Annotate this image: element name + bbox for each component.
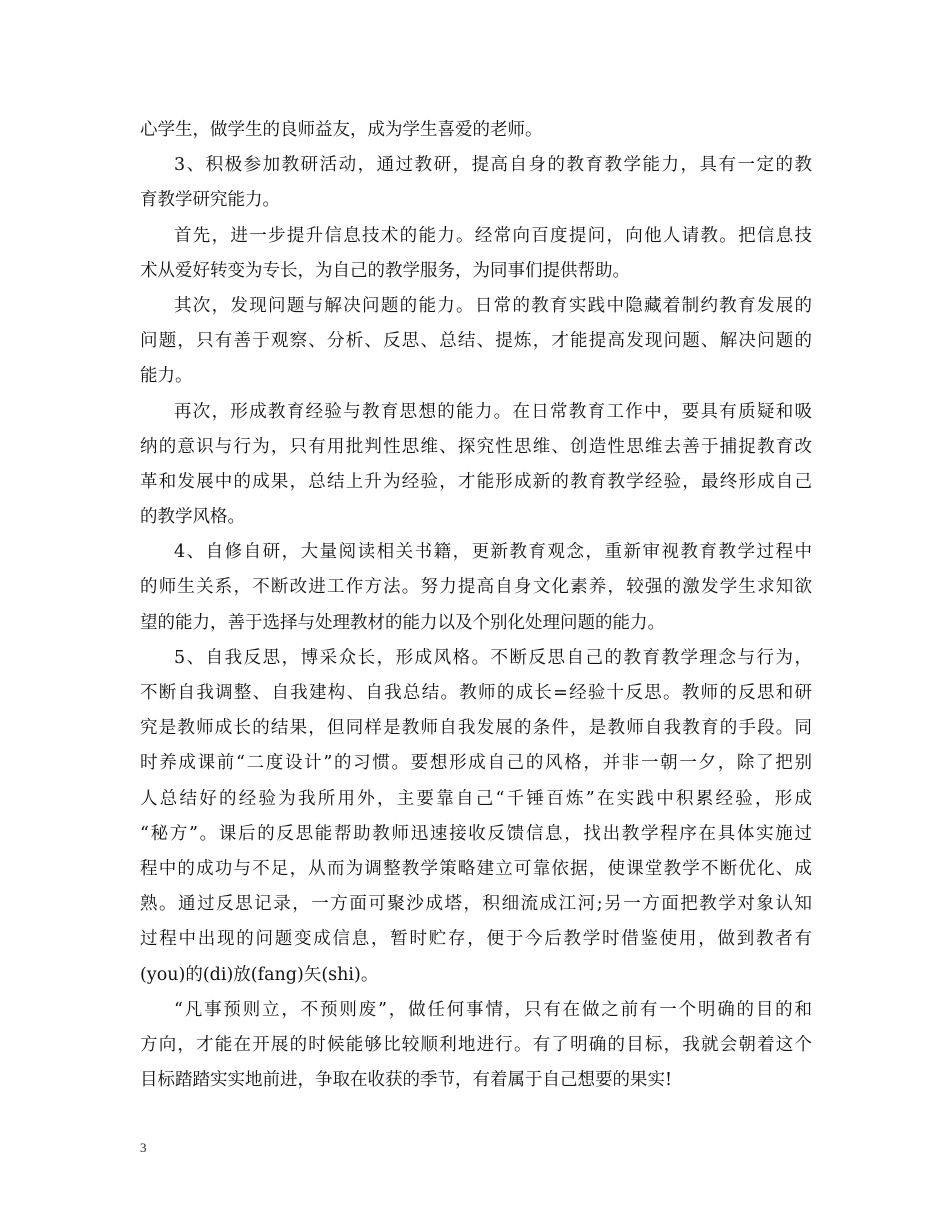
text-line: 其次，发现问题与解决问题的能力。日常的教育实践中隐藏着制约教育发展的 [174,295,812,316]
text-line: 革和发展中的成果，总结上升为经验，才能形成新的教育教学经验，最终形成自己 [140,471,812,492]
text-line: 术从爱好转变为专长，为自己的教学服务，为同事们提供帮助。 [140,260,630,281]
text-line: 熟。通过反思记录，一方面可聚沙成塔，积细流成江河;另一方面把教学对象认知 [140,894,812,915]
text-line: 程中的成功与不足，从而为调整教学策略建立可靠依据，使课堂教学不断优化、成 [140,858,812,879]
text-line: 望的能力，善于选择与处理教材的能力以及个别化处理问题的能力。 [140,612,665,633]
text-line: 能力。 [140,366,193,387]
text-line: “凡事预则立，不预则废”，做任何事情，只有在做之前有一个明确的目的和 [174,999,812,1020]
text-line: “秘方”。课后的反思能帮助教师迅速接收反馈信息，找出教学程序在具体实施过 [140,823,812,844]
text-line: 的师生关系，不断改进工作方法。努力提高自身文化素养，较强的激发学生求知欲 [140,577,812,598]
page-number: 3 [140,1140,147,1155]
text-line: 育教学研究能力。 [140,190,280,211]
text-line: 3、积极参加教研活动，通过教研，提高自身的教育教学能力，具有一定的教 [174,155,812,176]
text-line: 5、自我反思，博采众长，形成风格。不断反思自己的教育教学理念与行为， [174,647,812,668]
document-body [140,113,812,1098]
text-line: 人总结好的经验为我所用外，主要靠自己“千锤百炼”在实践中积累经验，形成 [140,788,812,809]
text-line: 的教学风格。 [140,507,245,528]
text-line: (you)的(di)放(fang)矢(shi)。 [140,964,379,985]
text-line: 过程中出现的问题变成信息，暂时贮存，便于今后教学时借鉴使用，做到教者有 [140,929,812,950]
text-line: 方向，才能在开展的时候能够比较顺利地进行。有了明确的目标，我就会朝着这个 [140,1034,812,1055]
text-line: 目标踏踏实实地前进，争取在收获的季节，有着属于自己想要的果实! [140,1070,673,1091]
text-line: 不断自我调整、自我建构、自我总结。教师的成长=经验十反思。教师的反思和研 [140,683,812,703]
text-line: 究是教师成长的结果，但同样是教师自我发展的条件，是教师自我教育的手段。同 [140,718,812,739]
text-line: 首先，进一步提升信息技术的能力。经常向百度提问，向他人请教。把信息技 [174,225,812,246]
text-line: 再次，形成教育经验与教育思想的能力。在日常教育工作中，要具有质疑和吸 [174,401,812,422]
text-line: 4、自修自研，大量阅读相关书籍，更新教育观念，重新审视教育教学过程中 [174,542,812,563]
text-line: 心学生，做学生的良师益友，成为学生喜爱的老师。 [140,120,543,140]
text-line: 问题，只有善于观察、分析、反思、总结、提炼，才能提高发现问题、解决问题的 [140,331,812,352]
text-line: 时养成课前“二度设计”的习惯。要想形成自己的风格，并非一朝一夕，除了把别 [140,753,812,774]
text-line: 纳的意识与行为，只有用批判性思维、探究性思维、创造性思维去善于捕捉教育改 [140,436,812,457]
